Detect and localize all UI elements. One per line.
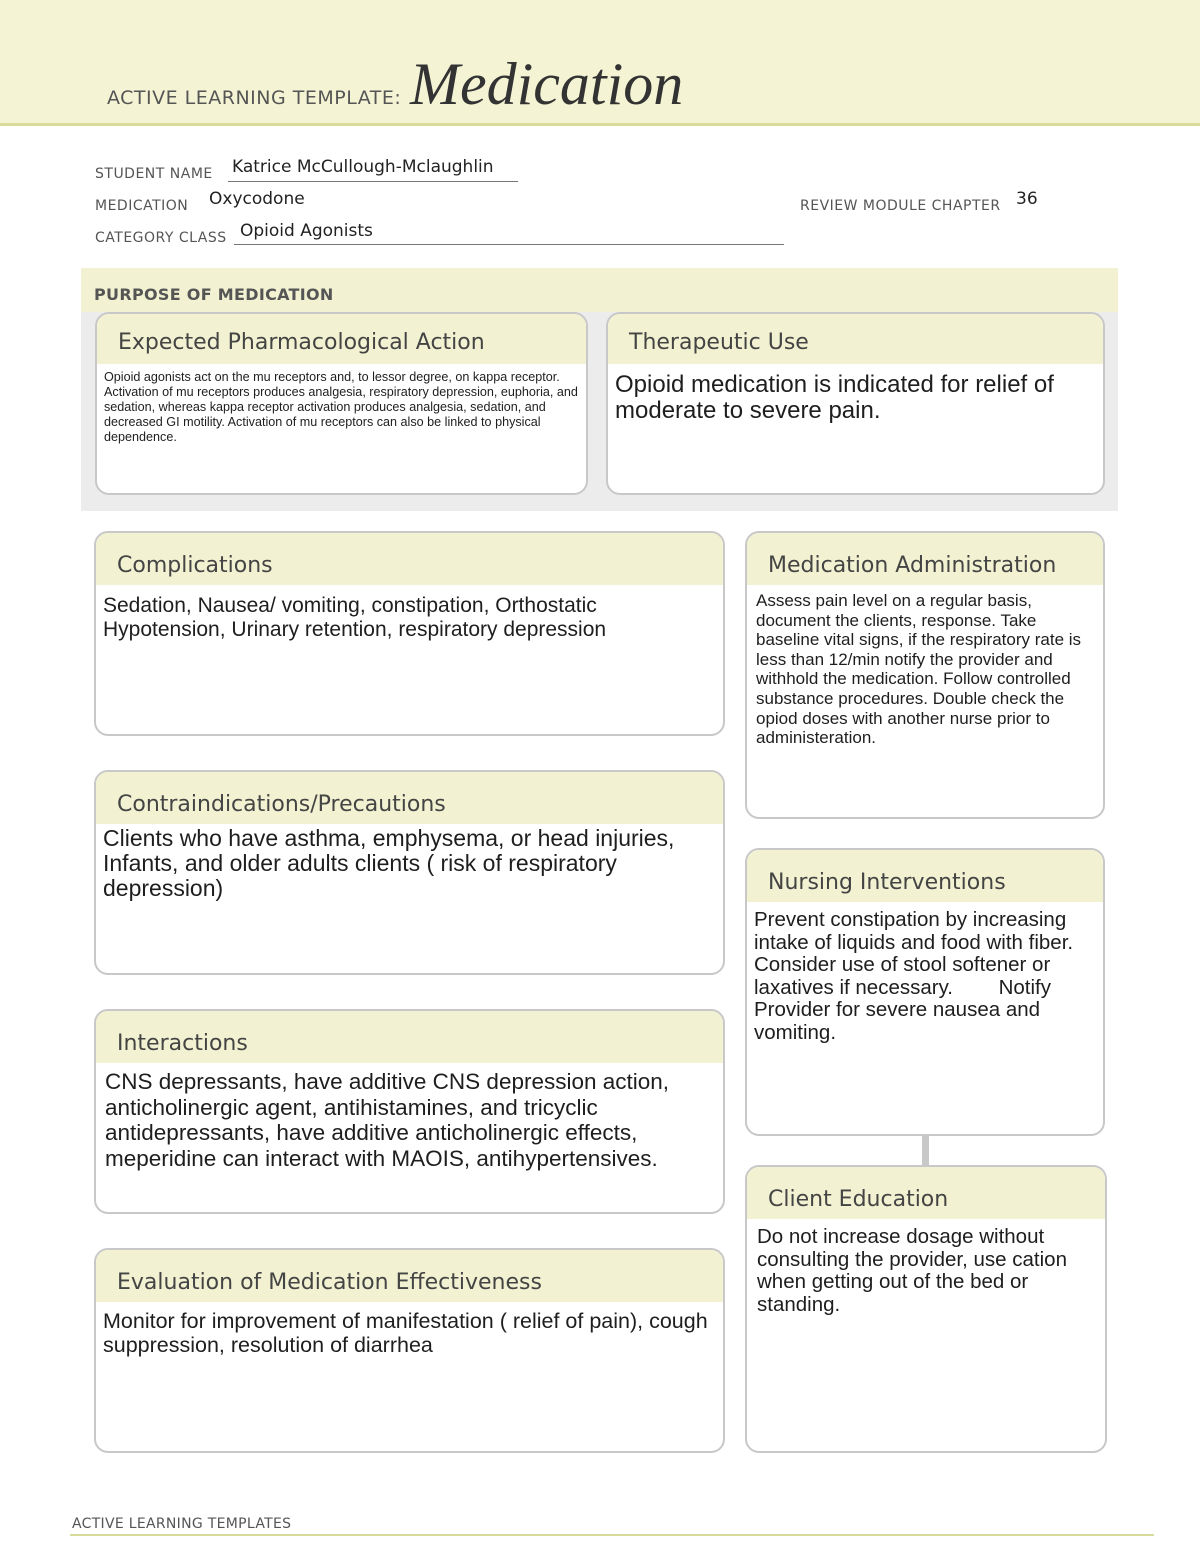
therapeutic-use-box <box>606 312 1105 495</box>
therapeutic-use-text[interactable]: Opioid medication is indicated for relief of moderate to severe pain. <box>615 371 1054 424</box>
nursing-interventions-box <box>745 848 1105 1136</box>
purpose-title: PURPOSE OF MEDICATION <box>94 285 334 304</box>
nursing-interventions-text[interactable]: Prevent constipation by increasing intake of liquids and food with fiber. Consider use of stool softener or laxatives if necessary. Notify Provider for severe nausea and vomiting. <box>754 908 1079 1044</box>
category-class-field[interactable]: Opioid Agonists <box>240 221 373 241</box>
client-education-box <box>745 1165 1107 1453</box>
category-class-underline <box>234 244 784 245</box>
contraindications-box <box>94 770 725 975</box>
template-name: Medication <box>410 51 684 117</box>
review-chapter-label: REVIEW MODULE CHAPTER <box>800 198 1001 214</box>
complications-box <box>94 531 725 736</box>
student-name-underline <box>228 181 518 182</box>
student-name-field[interactable]: Katrice McCullough-Mclaughlin <box>232 157 494 177</box>
footer-line <box>70 1534 1154 1536</box>
template-label: ACTIVE LEARNING TEMPLATE: <box>107 87 402 109</box>
nursing-interventions-title: Nursing Interventions <box>747 850 1103 902</box>
client-education-title: Client Education <box>747 1167 1105 1219</box>
expected-action-title: Expected Pharmacological Action <box>97 314 586 364</box>
interactions-title: Interactions <box>96 1011 723 1063</box>
therapeutic-use-title: Therapeutic Use <box>608 314 1103 364</box>
student-name-label: STUDENT NAME <box>95 166 213 182</box>
footer-text: ACTIVE LEARNING TEMPLATES <box>72 1516 292 1532</box>
client-education-text[interactable]: Do not increase dosage without consulting the provider, use cation when getting out of the bed or standing. <box>757 1225 1067 1316</box>
administration-box <box>745 531 1105 819</box>
interactions-text[interactable]: CNS depressants, have additive CNS depression action, anticholinergic agent, antihistamines, and tricyclic antidepressants, have additive anticholinergic effects, meperidine can interact with MAOIS, antihypertensives. <box>105 1069 670 1171</box>
complications-title: Complications <box>96 533 723 585</box>
administration-text[interactable]: Assess pain level on a regular basis, document the clients, response. Take baseline vital signs, if the respiratory rate is less than 12/min notify the provider and withhold the medication. Follow controlled substance procedures. Double check the opiod doses with another nurse prior to administeration. <box>756 591 1082 748</box>
medication-field[interactable]: Oxycodone <box>209 189 305 209</box>
medication-label: MEDICATION <box>95 198 189 214</box>
interactions-box <box>94 1009 725 1214</box>
contraindications-title: Contraindications/Precautions <box>96 772 723 824</box>
category-class-label: CATEGORY CLASS <box>95 230 227 246</box>
contraindications-text[interactable]: Clients who have asthma, emphysema, or head injuries, Infants, and older adults clients ( risk of respiratory depression) <box>103 825 675 901</box>
expected-action-box <box>95 312 588 495</box>
evaluation-box <box>94 1248 725 1453</box>
evaluation-title: Evaluation of Medication Effectiveness <box>96 1250 723 1302</box>
complications-text[interactable]: Sedation, Nausea/ vomiting, constipation, Orthostatic Hypotension, Urinary retention, respiratory depression <box>103 594 607 641</box>
evaluation-text[interactable]: Monitor for improvement of manifestation ( relief of pain), cough suppression, resolution of diarrhea <box>103 1309 708 1357</box>
expected-action-text[interactable]: Opioid agonists act on the mu receptors and, to lessor degree, on kappa receptor. Activation of mu receptors produces analgesia, respiratory depression, euphoria, and sedation, whereas kappa receptor activation produces analgesia, sedation, and decreased GI motility. Activation of mu receptors can also be linked to physical dependence. <box>104 370 578 444</box>
review-chapter-field[interactable]: 36 <box>1016 189 1038 209</box>
box-connector <box>922 1134 929 1166</box>
administration-title: Medication Administration <box>747 533 1103 585</box>
template-header <box>0 0 1200 126</box>
